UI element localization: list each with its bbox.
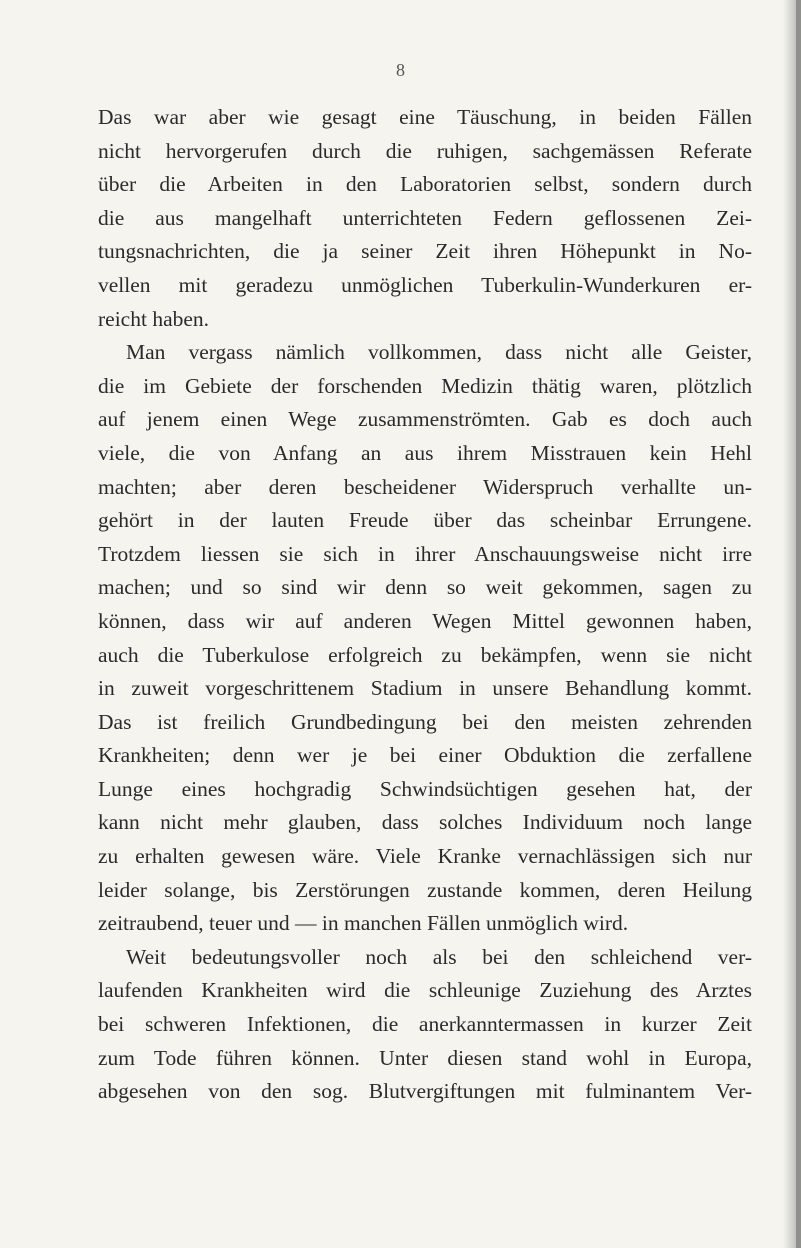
text-line: Das war aber wie gesagt eine Täuschung, in beiden Fällen [98, 105, 752, 129]
text-line: zu erhalten gewesen wäre. Viele Kranke vernachlässigen sich nur [98, 844, 752, 869]
text-line: zum Tode führen können. Unter diesen stand wohl in Europa, [98, 1045, 752, 1070]
text-line: die aus mangelhaft unterrichteten Federn geflossenen Zei- [98, 205, 752, 230]
paragraph-start-line: Weit bedeutungsvoller noch als bei den schleichend ver- [126, 944, 752, 969]
text-line: bei schweren Infektionen, die anerkanntermassen in kurzer Zeit [98, 1012, 752, 1037]
page-edge [796, 0, 801, 1248]
text-line: kann nicht mehr glauben, dass solches Individuum noch lange [98, 810, 752, 835]
text-line: machten; aber deren bescheidener Widerspruch verhallte un- [98, 474, 752, 499]
text-line: auch die Tuberkulose erfolgreich zu bekämpfen, wenn sie nicht [98, 642, 752, 667]
body-text [98, 101, 752, 1109]
paragraph-start-line: Man vergass nämlich vollkommen, dass nicht alle Geister, [126, 340, 752, 365]
text-line: vellen mit geradezu unmöglichen Tuberkulin-Wunderkuren er- [98, 272, 752, 297]
text-line: abgesehen von den sog. Blutvergiftungen mit fulminantem Ver- [98, 1079, 752, 1104]
text-line: zeitraubend, teuer und — in manchen Fällen unmöglich wird. [98, 911, 629, 936]
text-line: Krankheiten; denn wer je bei einer Obduktion die zerfallene [98, 743, 752, 768]
text-line: machen; und so sind wir denn so weit gekommen, sagen zu [98, 575, 752, 600]
text-line: reicht haben. [98, 306, 210, 331]
text-line: über die Arbeiten in den Laboratorien selbst, sondern durch [98, 172, 752, 197]
text-line: gehört in der lauten Freude über das scheinbar Errungene. [98, 508, 752, 533]
text-line: leider solange, bis Zerstörungen zustande kommen, deren Heilung [98, 877, 752, 902]
text-line: Lunge eines hochgradig Schwindsüchtigen gesehen hat, der [98, 776, 752, 801]
text-line: tungsnachrichten, die ja seiner Zeit ihren Höhepunkt in No- [98, 239, 752, 264]
text-line: viele, die von Anfang an aus ihrem Misstrauen kein Hehl [98, 440, 752, 465]
text-line: Das ist freilich Grundbedingung bei den meisten zehrenden [98, 709, 752, 734]
text-line: die im Gebiete der forschenden Medizin thätig waren, plötzlich [98, 373, 752, 398]
text-line: laufenden Krankheiten wird die schleunige Zuziehung des Arztes [98, 978, 752, 1003]
text-line: in zuweit vorgeschrittenem Stadium in unsere Behandlung kommt. [98, 676, 752, 701]
text-line: können, dass wir auf anderen Wegen Mittel gewonnen haben, [98, 608, 752, 633]
text-line: auf jenem einen Wege zusammenströmten. Gab es doch auch [98, 407, 752, 432]
text-line: nicht hervorgerufen durch die ruhigen, sachgemässen Referate [98, 138, 752, 163]
page-number: 8 [396, 60, 405, 80]
text-line: Trotzdem liessen sie sich in ihrer Anschauungsweise nicht irre [98, 541, 752, 566]
